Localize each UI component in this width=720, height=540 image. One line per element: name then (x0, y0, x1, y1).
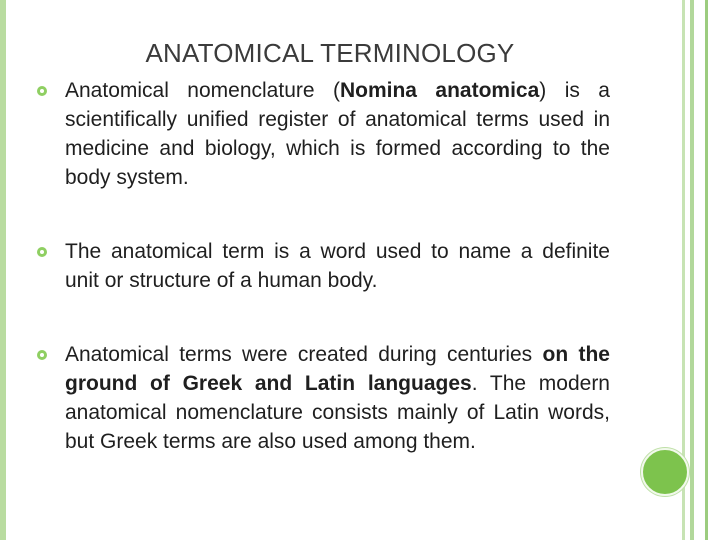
right-decorative-line (705, 0, 708, 540)
green-circle-icon (641, 448, 689, 496)
bullet-item (36, 76, 610, 192)
bullet-bold-term: Nomina anatomica (339, 79, 540, 102)
bullet-list (36, 76, 610, 456)
bullet-text (65, 343, 610, 453)
bullet-item (36, 340, 610, 456)
slide-title: ANATOMICAL TERMINOLOGY (145, 38, 515, 68)
bullet-text-part: ) is a scientifically unified register of anatomical terms used in medicine and biology, which is formed according to the body system. (65, 79, 610, 189)
bullet-bold-term: on the ground of Greek and Latin languages (65, 343, 610, 395)
bullet-text-part: Anatomical nomenclature ( (65, 79, 340, 102)
bullet-text-part: Anatomical terms were created during centuries (65, 343, 543, 366)
circle-bullet-icon (37, 86, 47, 96)
circle-bullet-icon (37, 350, 47, 360)
right-decorative-line (690, 0, 694, 540)
bullet-text-part: . The modern anatomical nomenclature consists mainly of Latin words, but Greek terms are also used among them. (65, 372, 610, 453)
circle-bullet-icon (37, 247, 47, 257)
bullet-text (65, 79, 610, 189)
left-decorative-border (0, 0, 6, 540)
bullet-text: The anatomical term is a word used to name a definite unit or structure of a human body. (65, 240, 610, 292)
bullet-item (36, 237, 610, 295)
